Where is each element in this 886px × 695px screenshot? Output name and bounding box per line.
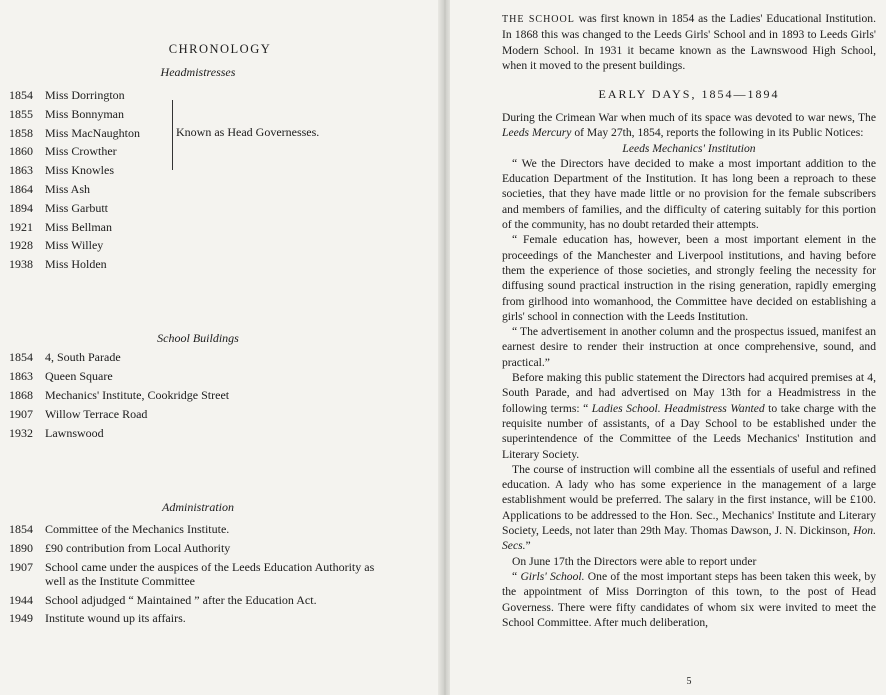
administration-text: £90 contribution from Local Authority bbox=[45, 541, 231, 555]
chronology-title: CHRONOLOGY bbox=[168, 42, 272, 56]
building-year: 1863 bbox=[9, 369, 33, 383]
intro-rest: was first known in 1854 as the Ladies' Educational Institution. In 1868 this was changed to the Leeds Girls' School and in 1893 to Leeds Girls' Modern School. In 1931 it became known as the Lawnswood High School, when it moved to the present buildings. bbox=[502, 12, 876, 72]
headmistress-text: Miss Knowles bbox=[45, 163, 115, 178]
building-row bbox=[9, 426, 104, 440]
headmistress-row bbox=[9, 182, 90, 196]
p5-text-a: Before making this public statement the Directors had acquired premises at 4, South Parade, and had advertised on May 13th for a Headmistress in the following terms: “ bbox=[502, 371, 876, 415]
intro-lead: THE SCHOOL bbox=[502, 14, 575, 25]
headmistress-year: 1855 bbox=[9, 106, 33, 121]
body-text bbox=[502, 110, 876, 630]
buildings-heading: School Buildings bbox=[157, 331, 239, 345]
p8-text-b: One of the most important steps has been taken this week, by the appointment of Miss Dorrington of this town, to the post of Head Governess. There were fifty candidates of whom six were invited to meet the School Committee. After much deliberation, bbox=[502, 569, 877, 629]
headmistress-year: 1863 bbox=[9, 163, 33, 178]
administration-heading: Administration bbox=[161, 500, 234, 514]
headmistress-year: 1858 bbox=[9, 125, 33, 140]
p1-text-a: During the Crimean War when much of its space was devoted to war news, The bbox=[502, 111, 876, 124]
headmistress-row bbox=[9, 144, 117, 158]
paragraph-7: On June 17th the Directors were able to report under bbox=[512, 554, 757, 568]
bracket-line bbox=[166, 100, 173, 170]
p6-text-a: The course of instruction will combine all the essentials of useful and refined education. A lady who has some experience in the management of a large establishment would be preferred. The salary in the first instance, will be £100. Applications to be addressed to the Hon. Sec., Mechanics' Institute and Literary Society, Leeds, not later than 29th May. Thomas Dawson, J. N. Dickinson, bbox=[502, 462, 876, 538]
headmistress-year: 1894 bbox=[9, 200, 33, 215]
headmistress-text: Miss MacNaughton bbox=[45, 125, 140, 140]
headmistress-row bbox=[9, 238, 103, 252]
building-row bbox=[9, 407, 147, 421]
intro-paragraph bbox=[502, 11, 876, 73]
headmistress-text: Miss Ash bbox=[45, 182, 91, 196]
administration-text: Institute wound up its affairs. bbox=[45, 611, 186, 625]
section-heading: EARLY DAYS, 1854—1894 bbox=[598, 87, 780, 101]
headmistress-row bbox=[9, 107, 124, 121]
headmistress-row bbox=[9, 126, 140, 140]
headmistress-row bbox=[9, 201, 108, 215]
paragraph-3: “ Female education has, however, been a most important element in the proceedings of the Manchester and Liverpool institutions, and having before them the experience of those societies, and strongly feeling the necessity for diffusing sound practical instruction in the rising generation, rapidly emerging from girlhood into womanhood, the Committee have decided on establishing a girls' school in connection with the Leeds Institution. bbox=[502, 233, 876, 323]
building-year: 1907 bbox=[9, 407, 33, 421]
headmistress-year: 1864 bbox=[9, 182, 33, 196]
newspaper-name: Leeds Mercury bbox=[502, 126, 572, 140]
headmistress-text: Miss Garbutt bbox=[45, 200, 108, 215]
building-text: Lawnswood bbox=[45, 426, 104, 440]
headmistress-text: Miss Holden bbox=[45, 257, 107, 272]
headmistress-text: Miss Bonnyman bbox=[45, 106, 125, 121]
building-row bbox=[9, 350, 121, 364]
headmistress-year: 1928 bbox=[9, 238, 33, 253]
p5-text-b: to take charge with the requisite number of assistants, of a Day School to be established under the superintendence of the Committee of the Leeds Mechanics' Institution and Literary Society. bbox=[502, 401, 876, 461]
headmistress-text: Miss Dorrington bbox=[45, 88, 125, 102]
girls-school-title: Girls' School. bbox=[520, 569, 585, 583]
headmistress-row bbox=[9, 88, 125, 102]
building-text: Mechanics' Institute, Cookridge Street bbox=[45, 388, 230, 402]
building-row bbox=[9, 369, 113, 383]
page-number: 5 bbox=[686, 676, 692, 687]
headmistresses-heading: Headmistresses bbox=[160, 65, 236, 79]
headmistress-year: 1921 bbox=[9, 219, 33, 234]
headmistress-row bbox=[9, 220, 112, 234]
headmistress-year: 1938 bbox=[9, 257, 33, 272]
paragraph-2: “ We the Directors have decided to make a most important addition to the Education Department of the Institution. It has long been a reproach to these societies, that they have made little or no provision for the female subscribers and members of families, and the difficulty of catering suitably for this portion of the community, has no doubt retarded their attempts. bbox=[502, 156, 876, 232]
headmistress-year: 1854 bbox=[9, 88, 33, 102]
building-text: 4, South Parade bbox=[45, 350, 121, 364]
notice-heading: Leeds Mechanics' Institution bbox=[622, 141, 756, 155]
headmistress-text: Miss Crowther bbox=[45, 144, 117, 159]
administration-year: 1854 bbox=[9, 522, 33, 536]
bracket-note: Known as Head Governesses. bbox=[176, 125, 320, 139]
building-year: 1932 bbox=[9, 426, 33, 440]
headmistress-text: Miss Bellman bbox=[45, 219, 113, 234]
administration-text: School adjudged “ Maintained ” after the Education Act. bbox=[45, 593, 317, 607]
building-text: Willow Terrace Road bbox=[45, 407, 148, 421]
administration-year: 1890 bbox=[9, 541, 33, 555]
building-text: Queen Square bbox=[45, 369, 113, 383]
p6-text-c: ” bbox=[525, 539, 531, 553]
paragraph-4: “ The advertisement in another column and the prospectus issued, manifest an earnest desire to render their instruction at once comprehensive, sound, and practical.” bbox=[502, 325, 876, 369]
administration-year: 1949 bbox=[9, 611, 33, 625]
hon-secs: Hon. Secs. bbox=[502, 524, 876, 553]
right-page bbox=[450, 0, 886, 695]
left-page bbox=[0, 0, 440, 695]
administration-year: 1907 bbox=[9, 560, 33, 574]
building-year: 1868 bbox=[9, 388, 33, 402]
building-year: 1854 bbox=[9, 350, 33, 364]
headmistress-row bbox=[9, 163, 114, 177]
p1-text-b: of May 27th, 1854, reports the following in its Public Notices: bbox=[571, 126, 864, 140]
administration-text: School came under the auspices of the Leeds Education Authority as well as the Institute Committee bbox=[45, 560, 375, 588]
headmistress-year: 1860 bbox=[9, 144, 33, 159]
administration-text: Committee of the Mechanics Institute. bbox=[45, 522, 230, 536]
advert-title: Ladies School. Headmistress Wanted bbox=[591, 401, 765, 415]
administration-year: 1944 bbox=[9, 593, 33, 607]
headmistress-row bbox=[9, 257, 107, 271]
p8-text-a: “ bbox=[512, 569, 521, 583]
headmistress-text: Miss Willey bbox=[45, 238, 104, 253]
building-row bbox=[9, 388, 229, 402]
